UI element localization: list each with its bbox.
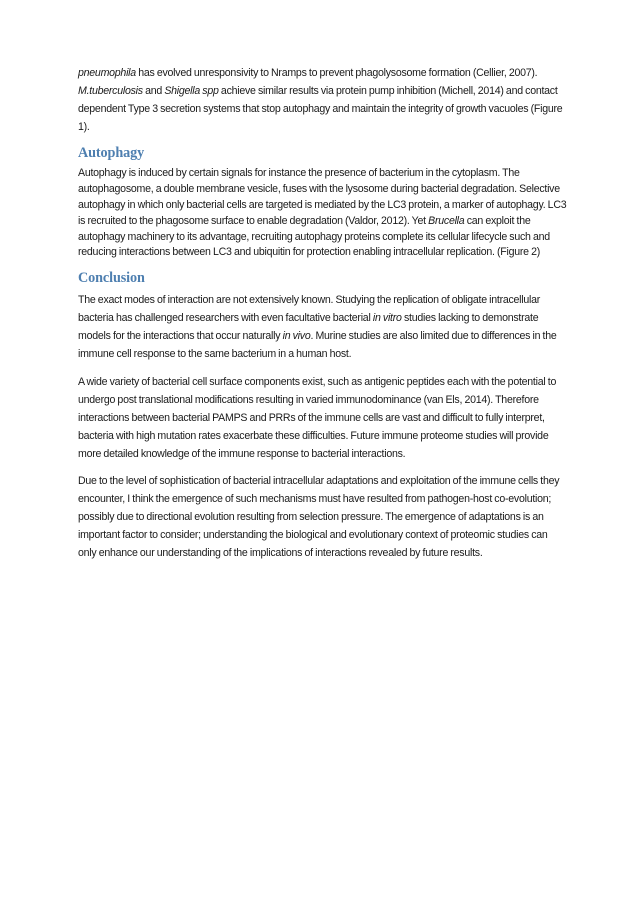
text-run: and xyxy=(142,85,165,98)
italic-term: pneumophila xyxy=(78,67,136,79)
italic-term: Shigella spp xyxy=(164,85,219,98)
text-run: Autophagy is induced by certain signals for instance the presence of bacterium in the cytoplasm. The autophagosome, a double membrane vesicle, fuses with the lysosome during bacterial degradation. Selective autophagy in which only bacterial cells are targeted is mediated by the LC3 protein, a marker of autophagy. LC3 is recruited to the phagosome surface to enable degradation (Valdor, 2012). Yet xyxy=(78,167,567,227)
intro-paragraph-2 xyxy=(78,82,568,136)
text-run: The exact modes of interaction are not extensively known. Studying the replication of obligate intracellular bacteria has challenged researchers with even facultative bacterial xyxy=(78,294,541,325)
conclusion-paragraph-2 xyxy=(78,373,568,463)
conclusion-section xyxy=(78,291,568,562)
italic-term: Brucella xyxy=(428,214,465,227)
conclusion-paragraph-3 xyxy=(78,472,568,562)
italic-term: M.tuberculosis xyxy=(78,85,143,98)
italic-term: in vitro xyxy=(372,312,402,325)
text-run: achieve similar results via protein pump inhibition (Michell, 2014) and contact dependent Type 3 secretion systems that stop autophagy and maintain the integrity of growth vacuoles (Figure 1). xyxy=(78,85,563,134)
text-run: . Murine studies are also limited due to differences in the immune cell response to the same bacterium in a human host. xyxy=(78,330,557,361)
italic-term: in vivo xyxy=(282,330,311,343)
autophagy-section xyxy=(78,166,568,261)
intro-section xyxy=(78,64,568,136)
heading-conclusion: Conclusion xyxy=(78,270,145,287)
text-run: A wide variety of bacterial cell surface components exist, such as antigenic peptides each with the potential to undergo post translational modifications resulting in varied immunodominance (van Els, 2014). Therefore interactions between bacterial PAMPS and PRRs of the immune cells are vast and difficult to fully interpret, bacteria with high mutation rates exacerbate these difficulties. Future immune proteome studies will provide more detailed knowledge of the immune response to bacterial interactions. xyxy=(78,375,557,460)
text-run: has evolved unresponsivity to Nramps to prevent phagolysosome formation (Cellier, 2007). xyxy=(135,67,538,79)
text-run: can exploit the autophagy machinery to its advantage, recruiting autophagy proteins complete its cellular lifecycle such and reducing interactions between LC3 and ubiquitin for protection enabling intracellular replication. (Figure 2) xyxy=(78,214,550,259)
intro-paragraph-1 xyxy=(78,64,568,82)
conclusion-paragraph-1 xyxy=(78,291,568,363)
autophagy-paragraph xyxy=(78,166,568,261)
text-run: Due to the level of sophistication of bacterial intracellular adaptations and exploitation of the immune cells they encounter, I think the emergence of such mechanisms must have resulted from pathogen-host co-evolution; possibly due to directional evolution resulting from selection pressure. The emergence of adaptations is an important factor to consider; understanding the biological and evolutionary context of proteomic studies can only enhance our understanding of the implications of interactions revealed by future results. xyxy=(78,475,560,560)
heading-autophagy: Autophagy xyxy=(78,145,145,162)
text-run: studies lacking to demonstrate models for the interactions that occur naturally xyxy=(78,312,539,343)
